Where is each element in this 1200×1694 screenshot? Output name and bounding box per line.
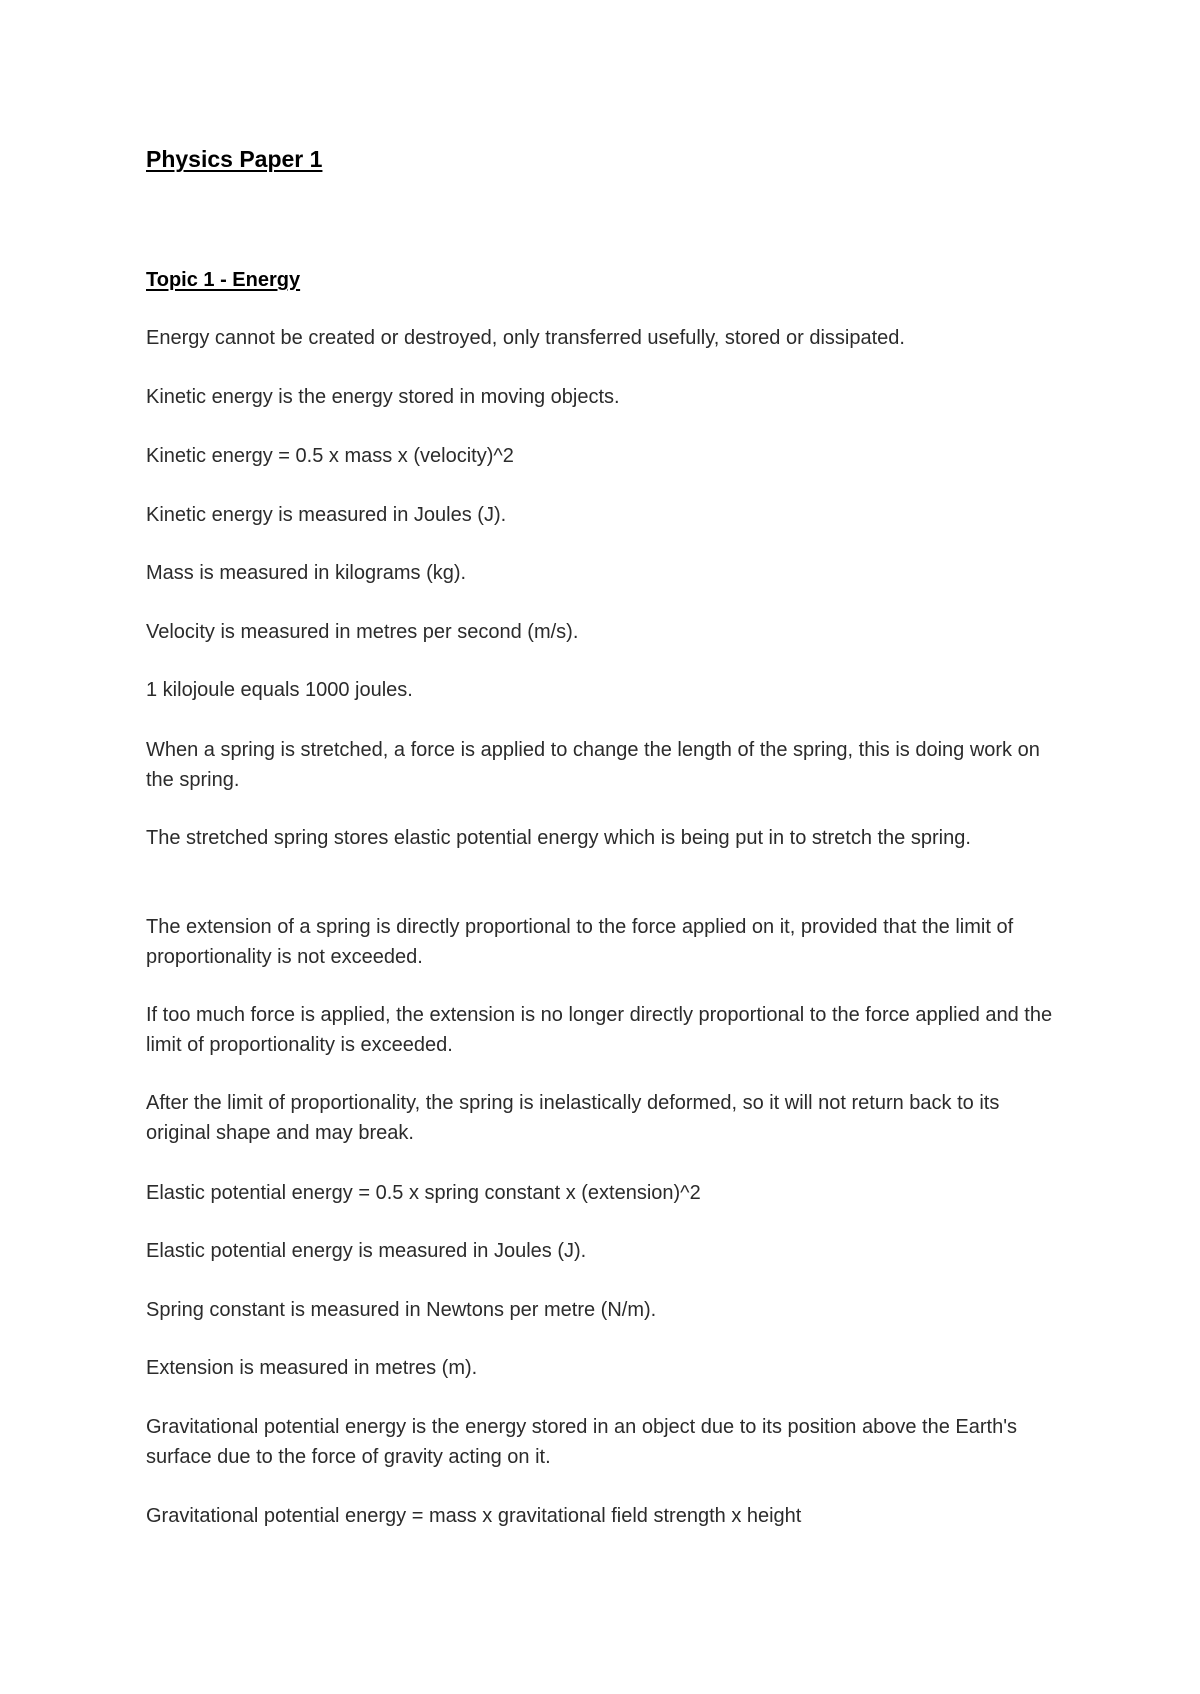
paragraph-spring-work: When a spring is stretched, a force is applied to change the length of the spring, this is doing work on the spring. <box>146 739 1040 791</box>
paragraph-energy-conservation: Energy cannot be created or destroyed, only transferred usefully, stored or dissipated. <box>146 327 905 349</box>
paragraph-elastic-formula: Elastic potential energy = 0.5 x spring constant x (extension)^2 <box>146 1182 701 1204</box>
paragraph-inelastic-deformation: After the limit of proportionality, the spring is inelastically deformed, so it will not return back to its original shape and may break. <box>146 1092 1000 1144</box>
document-title: Physics Paper 1 <box>146 146 323 172</box>
paragraph-mass-unit: Mass is measured in kilograms (kg). <box>146 562 467 584</box>
paragraph-spring-constant-unit: Spring constant is measured in Newtons per metre (N/m). <box>146 1299 657 1321</box>
paragraph-elastic-unit: Elastic potential energy is measured in Joules (J). <box>146 1240 587 1262</box>
paragraph-gpe-definition: Gravitational potential energy is the energy stored in an object due to its position above the Earth's surface due to the force of gravity acting on it. <box>146 1416 1018 1468</box>
paragraph-hookes-law: The extension of a spring is directly proportional to the force applied on it, provided that the limit of proportionality is not exceeded. <box>146 916 1014 968</box>
paragraph-kinetic-unit: Kinetic energy is measured in Joules (J). <box>146 504 507 526</box>
section-heading-topic-1: Topic 1 - Energy <box>146 269 301 291</box>
paragraph-extension-unit: Extension is measured in metres (m). <box>146 1357 478 1379</box>
paragraph-limit-exceeded: If too much force is applied, the extension is no longer directly proportional to the force applied and the limit of proportionality is exceeded. <box>146 1004 1053 1056</box>
paragraph-gpe-formula: Gravitational potential energy = mass x gravitational field strength x height <box>146 1505 802 1527</box>
paragraph-kinetic-definition: Kinetic energy is the energy stored in moving objects. <box>146 386 620 408</box>
paragraph-velocity-unit: Velocity is measured in metres per second (m/s). <box>146 621 579 643</box>
paragraph-spring-stores-energy: The stretched spring stores elastic potential energy which is being put in to stretch the spring. <box>146 827 971 849</box>
paragraph-kinetic-formula: Kinetic energy = 0.5 x mass x (velocity)^2 <box>146 445 514 467</box>
paragraph-kilojoule: 1 kilojoule equals 1000 joules. <box>146 679 413 701</box>
